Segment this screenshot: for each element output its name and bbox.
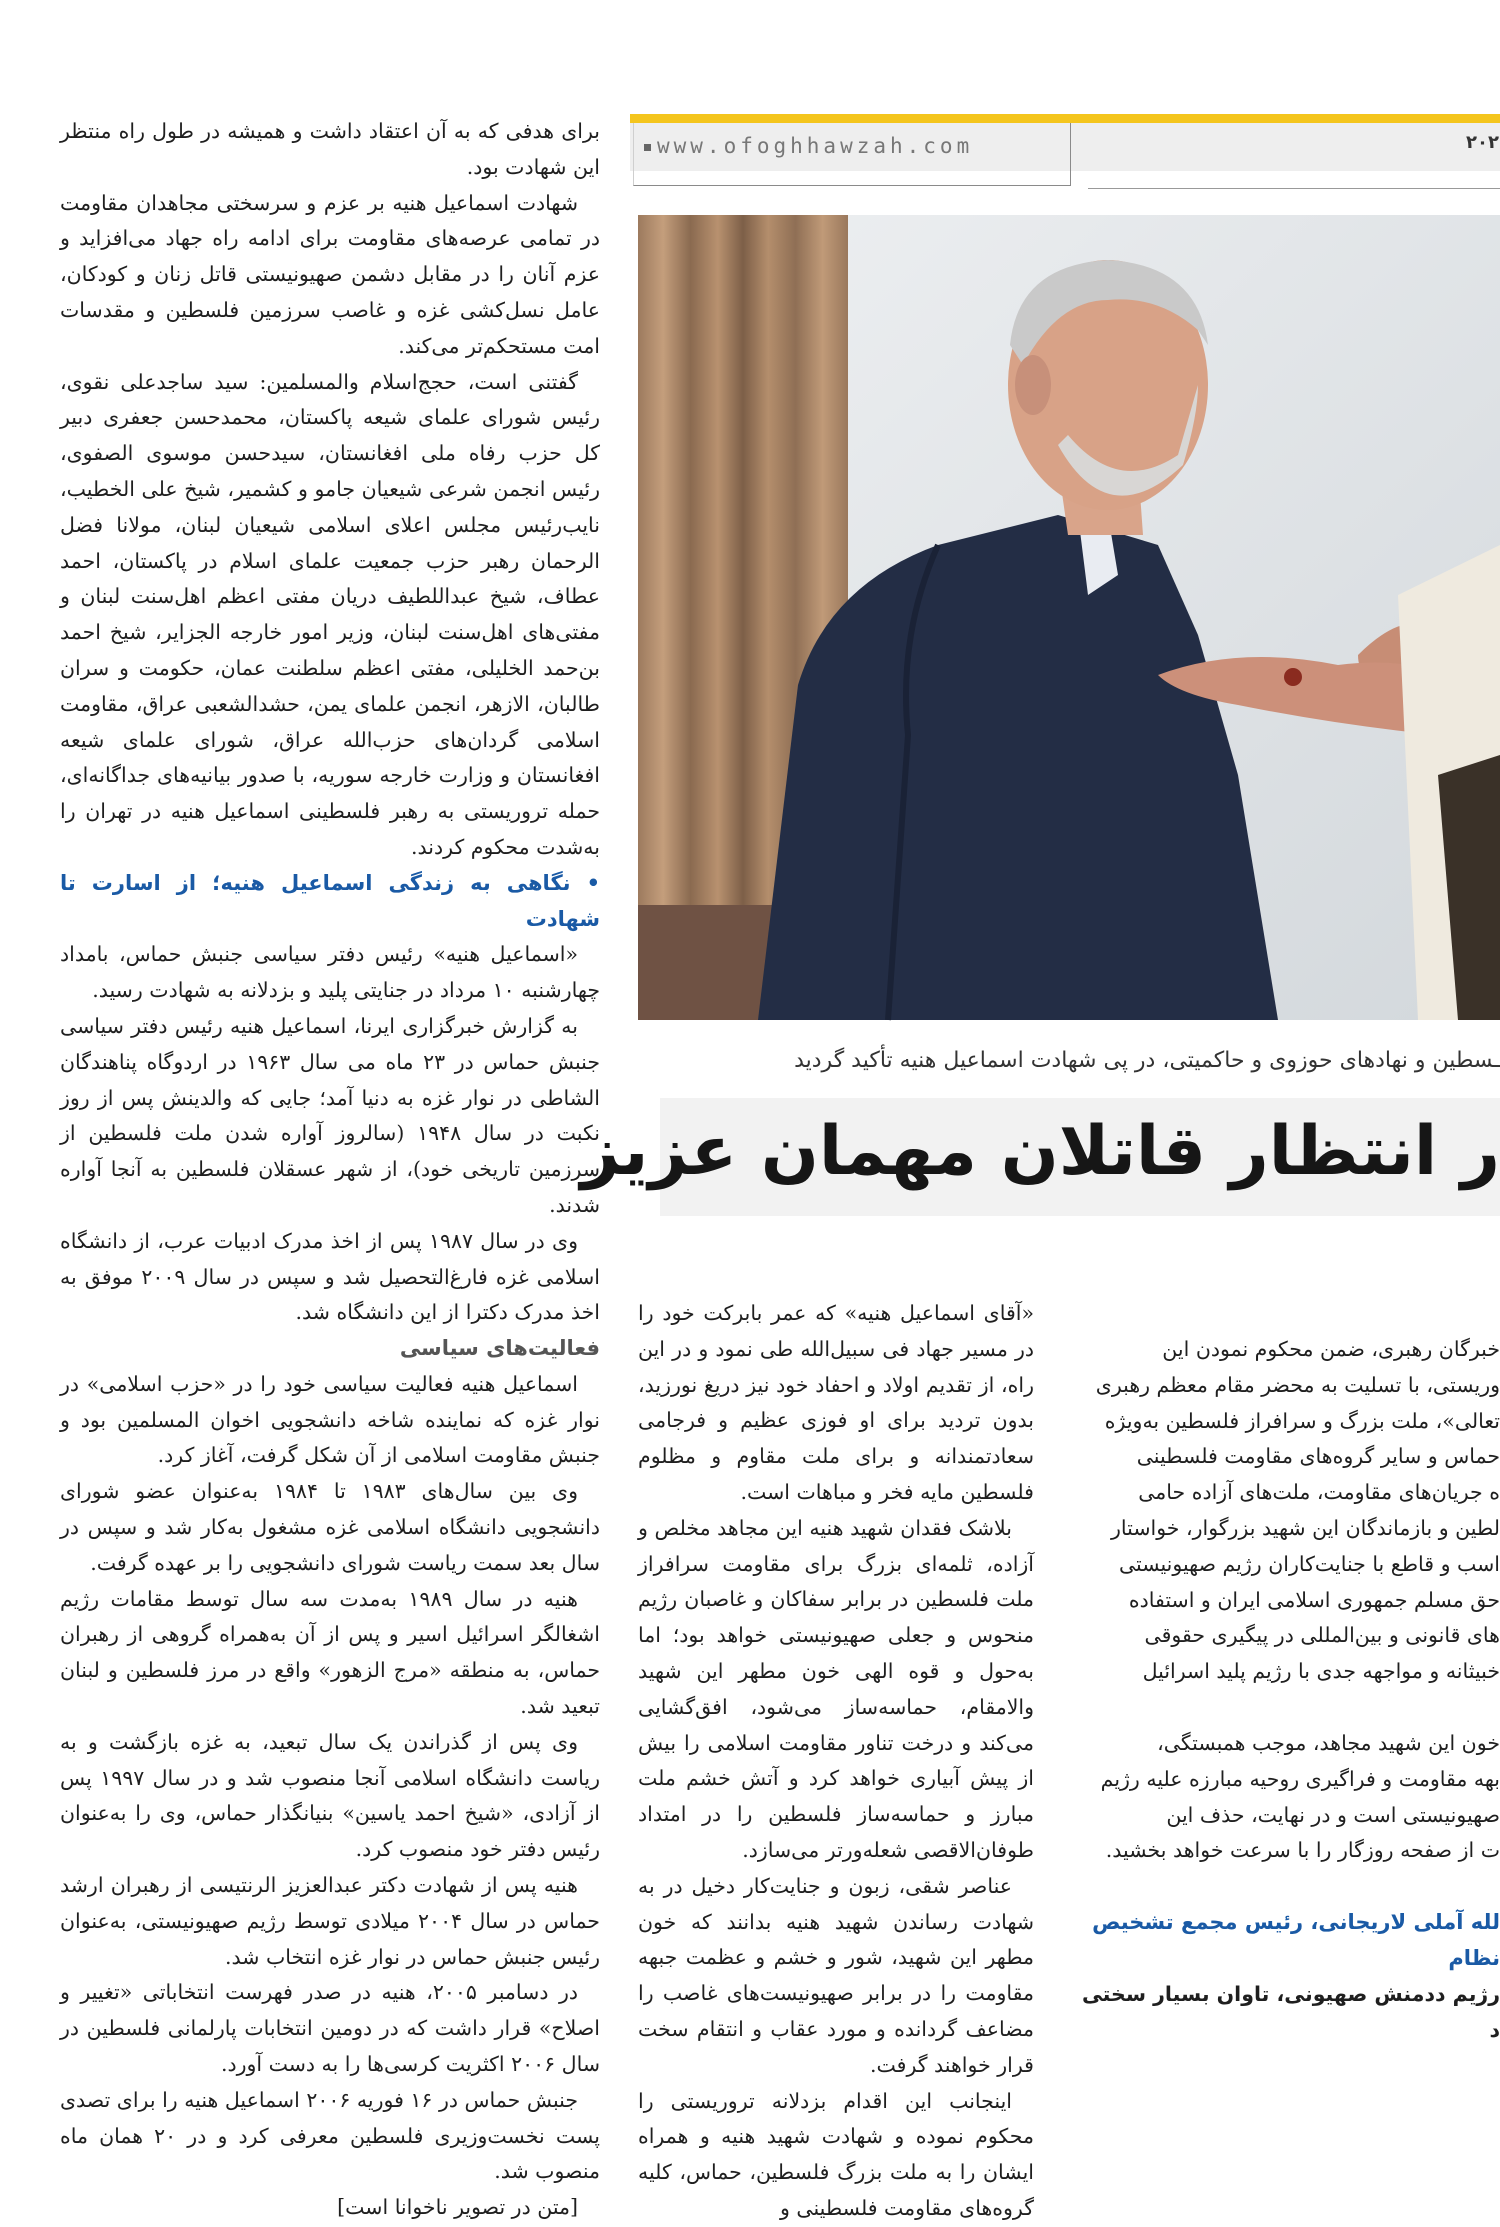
text-line: حماس و سایر گروه‌های مقاومت فلسطینی (1136, 1444, 1500, 1469)
feature-photo (638, 215, 1500, 1020)
paragraph: عناصر شقی، زبون و جنایت‌کار دخیل در به شهادت رساندن شهید هنیه بدانند که خون مطهر این شهید، شور و خشم و عظمت جبهه مقاومت را در برابر صهیونیست‌های غاصب را مضاعف گردانده و مورد عقاب و انتقام سخت قرار خواهند گرفت. (638, 1873, 1034, 2077)
spacer (1124, 1690, 1500, 1726)
paragraph: هنیه در سال ۱۹۸۹ به‌مدت سه سال توسط مقامات رژیم اشغالگر اسرائیل اسیر و پس از آن به‌همراه گروهی از رهبران حماس، به منطقه «مرج الزهور» واقع در مرز فلسطین و لبنان تبعید شد. (60, 1586, 600, 1719)
paragraph: جنبش حماس در ۱۶ فوریه ۲۰۰۶ اسماعیل هنیه را برای تصدی پست نخست‌وزیری فلسطین معرفی کرد و در ۲۰ همان ماه منصوب شد. (60, 2087, 600, 2184)
text-line: صهیونیستی است و در نهایت، حذف این (1166, 1802, 1500, 1827)
text-line: حق مسلم جمهوری اسلامی ایران و استفاده (1128, 1587, 1500, 1612)
website-url-text: www.ofoghhawzah.com (657, 134, 974, 158)
text-line: خبرگان رهبری، ضمن محکوم نمودن این (1162, 1337, 1500, 1361)
header-rule (1088, 188, 1500, 189)
text-line: لطین و بازماندگان این شهید بزرگوار، خواستار (1111, 1515, 1500, 1540)
text-line: خبیثانه و مواجهه جدی با رژیم پلید اسرائیل (1142, 1659, 1500, 1684)
paragraph: وی در سال ۱۹۸۷ پس از اخذ مدرک ادبیات عرب، از دانشگاه اسلامی غزه فارغ‌التحصیل شد و سپس در سال ۲۰۰۹ موفق به اخذ مدرک دکترا از این دانشگاه شد. (60, 1228, 600, 1325)
paragraph: اینجانب این اقدام بزدلانه تروریستی را محکوم نموده و شهادت شهید هنیه و همراه ایشان را به ملت بزرگ فلسطین، حماس، کلیه گروه‌های مقاومت فلسطینی و (638, 2088, 1034, 2220)
top-accent-bar (630, 114, 1500, 123)
paragraph: وی بین سال‌های ۱۹۸۳ تا ۱۹۸۴ به‌عنوان عضو شورای دانشجویی دانشگاه اسلامی غزه مشغول به‌کار شد و سپس در سال بعد سمت ریاست شورای دانشجویی را بر عهده گرفت. (60, 1479, 600, 1575)
feature-headline: ر انتظار قاتلان مهمان عزیز (580, 1112, 1500, 1191)
section-heading: رژیم ددمنش صهیونی، تاوان بسیار سختی (1081, 1981, 1500, 2006)
feature-subheadline: ـسطین و نهادهای حوزوی و حاکمیتی، در پی شهادت اسماعیل هنیه تأکید گردید (794, 1048, 1500, 1073)
paragraph: [متن در تصویر ناخوانا است] (337, 2195, 578, 2220)
spacer (1124, 1869, 1500, 1905)
paragraph: در دسامبر ۲۰۰۵، هنیه در صدر فهرست انتخاباتی «تغییر و اصلاح» قرار داشت که در دومین انتخابات پارلمانی فلسطین در سال ۲۰۰۶ اکثریت کرسی‌ها را به دست آورد. (60, 1980, 600, 2077)
paragraph: هنیه پس از شهادت دکتر عبدالعزیز الرنتیسی از رهبران ارشد حماس در سال ۲۰۰۴ میلادی توسط رژیم صهیونیستی، به‌عنوان رئیس جنبش حماس در نوار غزه انتخاب شد. (60, 1873, 600, 1969)
text-line: های قانونی و بین‌المللی در پیگیری حقوقی (1144, 1623, 1500, 1648)
text-line: خون این شهید مجاهد، موجب همبستگی، (1157, 1730, 1500, 1755)
text-line: ت از صفحه روزگار را با سرعت خواهد بخشید. (1105, 1838, 1500, 1863)
website-url[interactable] (644, 134, 973, 158)
section-heading: د (1489, 2017, 1500, 2042)
paragraph: «آقای اسماعیل هنیه» که عمر بابرکت خود را در مسیر جهاد فی سبیل‌الله طی نمود و در این راه، از تقدیم اولاد و احفاد خود نیز دریغ نورزید، بدون تردید برای او فوزی عظیم و فرجامی سعادتمندانه و برای ملت مقاوم و مظلوم فلسطین مایه فخر و مباهات است. (638, 1301, 1034, 1504)
paragraph: به گزارش خبرگزاری ایرنا، اسماعیل هنیه رئیس دفتر سیاسی جنبش حماس در ۲۳ ماه می سال ۱۹۶۳ در اردوگاه پناهندگان الشاطی در نوار غزه به دنیا آمد؛ جایی که والدینش پس از روز نکبت در سال ۱۹۴۸ (سالروز آواره شدن ملت فلسطین از سرزمین تاریخی خود)، از شهر عسقلان فلسطین به آنجا آواره شدند. (60, 1013, 601, 1217)
bullet-icon (644, 144, 651, 151)
text-line: تعالی»، ملت بزرگ و سرافراز فلسطین به‌ویژه (1104, 1408, 1500, 1433)
paragraph: شهادت اسماعیل هنیه بر عزم و سرسختی مجاهدان مقاومت در تمامی عرصه‌های مقاومت برای ادامه راه جهاد می‌افزاید و عزم آنان را در مقابل دشمن صهیونیستی قاتل زنان و کودکان، عامل نسل‌کشی غزه و غاصب سرزمین فلسطین و مقدسات امت مستحکم‌تر می‌کند. (60, 190, 600, 358)
section-heading: لله آملی لاریجانی، رئیس مجمع تشخیص (1092, 1910, 1500, 1935)
paragraph: گفتنی است، حجج‌اسلام والمسلمین: سید ساجدعلی نقوی، رئیس شورای علمای شیعه پاکستان، محمدحسن جعفری دبیر کل حزب رفاه ملی افغانستان، سیدحسن موسوی الصفوی، رئیس انجمن شرعی شیعیان جامو و کشمیر، شیخ علی الخطیب، نایب‌رئیس مجلس اعلای اسلامی شیعیان لبنان، مولانا فضل الرحمان رهبر حزب جمعیت علمای اسلام در پاکستان، احمد عطاف، شیخ عبداللطیف دریان مفتی اعظم اهل‌سنت لبنان و مفتی‌های اهل‌سنت لبنان، وزیر امور خارجه الجزایر، شیخ احمد بن‌حمد الخلیلی، مفتی اعظم سلطنت عمان، حکومت و سران طالبان، الازهر، انجمن علمای یمن، حشدالشعبی عراق، مقاومت اسلامی گردان‌های حزب‌الله عراق، شورای علمای شیعه افغانستان و وزارت خارجه سوریه، با صدور بیانیه‌های جداگانه‌ای، حمله تروریستی به رهبر فلسطینی اسماعیل هنیه در تهران را به‌شدت محکوم کردند. (60, 369, 600, 859)
paragraph: وی پس از گذراندن یک سال تبعید، به غزه بازگشت و به ریاست دانشگاه اسلامی آنجا منصوب شد و در سال ۱۹۹۷ پس از آزادی، «شیخ احمد یاسین» بنیانگذار حماس، وی را به‌عنوان رئیس دفتر خود منصوب کرد. (60, 1729, 600, 1862)
section-heading: • نگاهی به زندگی اسماعیل هنیه؛ از اسارت تا شهادت (60, 870, 600, 931)
text-line: ه جریان‌های مقاومت، ملت‌های آزاده حامی (1138, 1480, 1500, 1505)
text-line: بهه مقاومت و فراگیری روحیه مبارزه علیه رژیم (1100, 1766, 1500, 1791)
paragraph: بلاشک فقدان شهید هنیه این مجاهد مخلص و آزاده، ثلمه‌ای بزرگ برای مقاومت سرافراز ملت فلسطین در برابر سفاکان و غاصبان رژیم منحوس و جعلی صهیونیستی خواهد بود؛ اما به‌حول و قوه الهی خون مطهر این شهید والامقام، حماسه‌ساز می‌شود، افق‌گشایی می‌کند و درخت تناور مقاومت اسلامی را بیش از پیش آبیاری خواهد کرد و آتش خشم ملت مبارز و حماسه‌ساز فلسطین را در امتداد طوفان‌الاقصی شعله‌ورتر می‌سازد. (638, 1515, 1034, 1862)
paragraph: اسماعیل هنیه فعالیت سیاسی خود را در «حزب اسلامی» در نوار غزه که نماینده شاخه دانشجویی اخوان المسلمین بود و جنبش مقاومت اسلامی از آن شکل گرفت، آغاز کرد. (60, 1371, 600, 1468)
article-column-right (1081, 1332, 1500, 2048)
paragraph: برای هدفی که به آن اعتقاد داشت و همیشه در طول راه منتظر این شهادت بود. (60, 119, 600, 179)
headline-box (580, 1098, 1500, 1216)
article-column-middle (638, 1296, 1034, 2227)
text-line: وریستی، با تسلیت به محضر مقام معظم رهبری (1095, 1372, 1500, 1397)
page-date: ۲۰۲ (1466, 132, 1499, 153)
text-line: اسب و قاطع با جنایت‌کاران رژیم صهیونیستی (1118, 1551, 1500, 1576)
paragraph: «اسماعیل هنیه» رئیس دفتر سیاسی جنبش حماس، بامداد چهارشنبه ۱۰ مرداد در جنایتی پلید و بزدلانه به شهادت رسید. (60, 942, 600, 1003)
section-heading: نظام (1448, 1945, 1500, 1970)
article-column-left (60, 114, 600, 2226)
section-heading: فعالیت‌های سیاسی (399, 1336, 600, 1361)
